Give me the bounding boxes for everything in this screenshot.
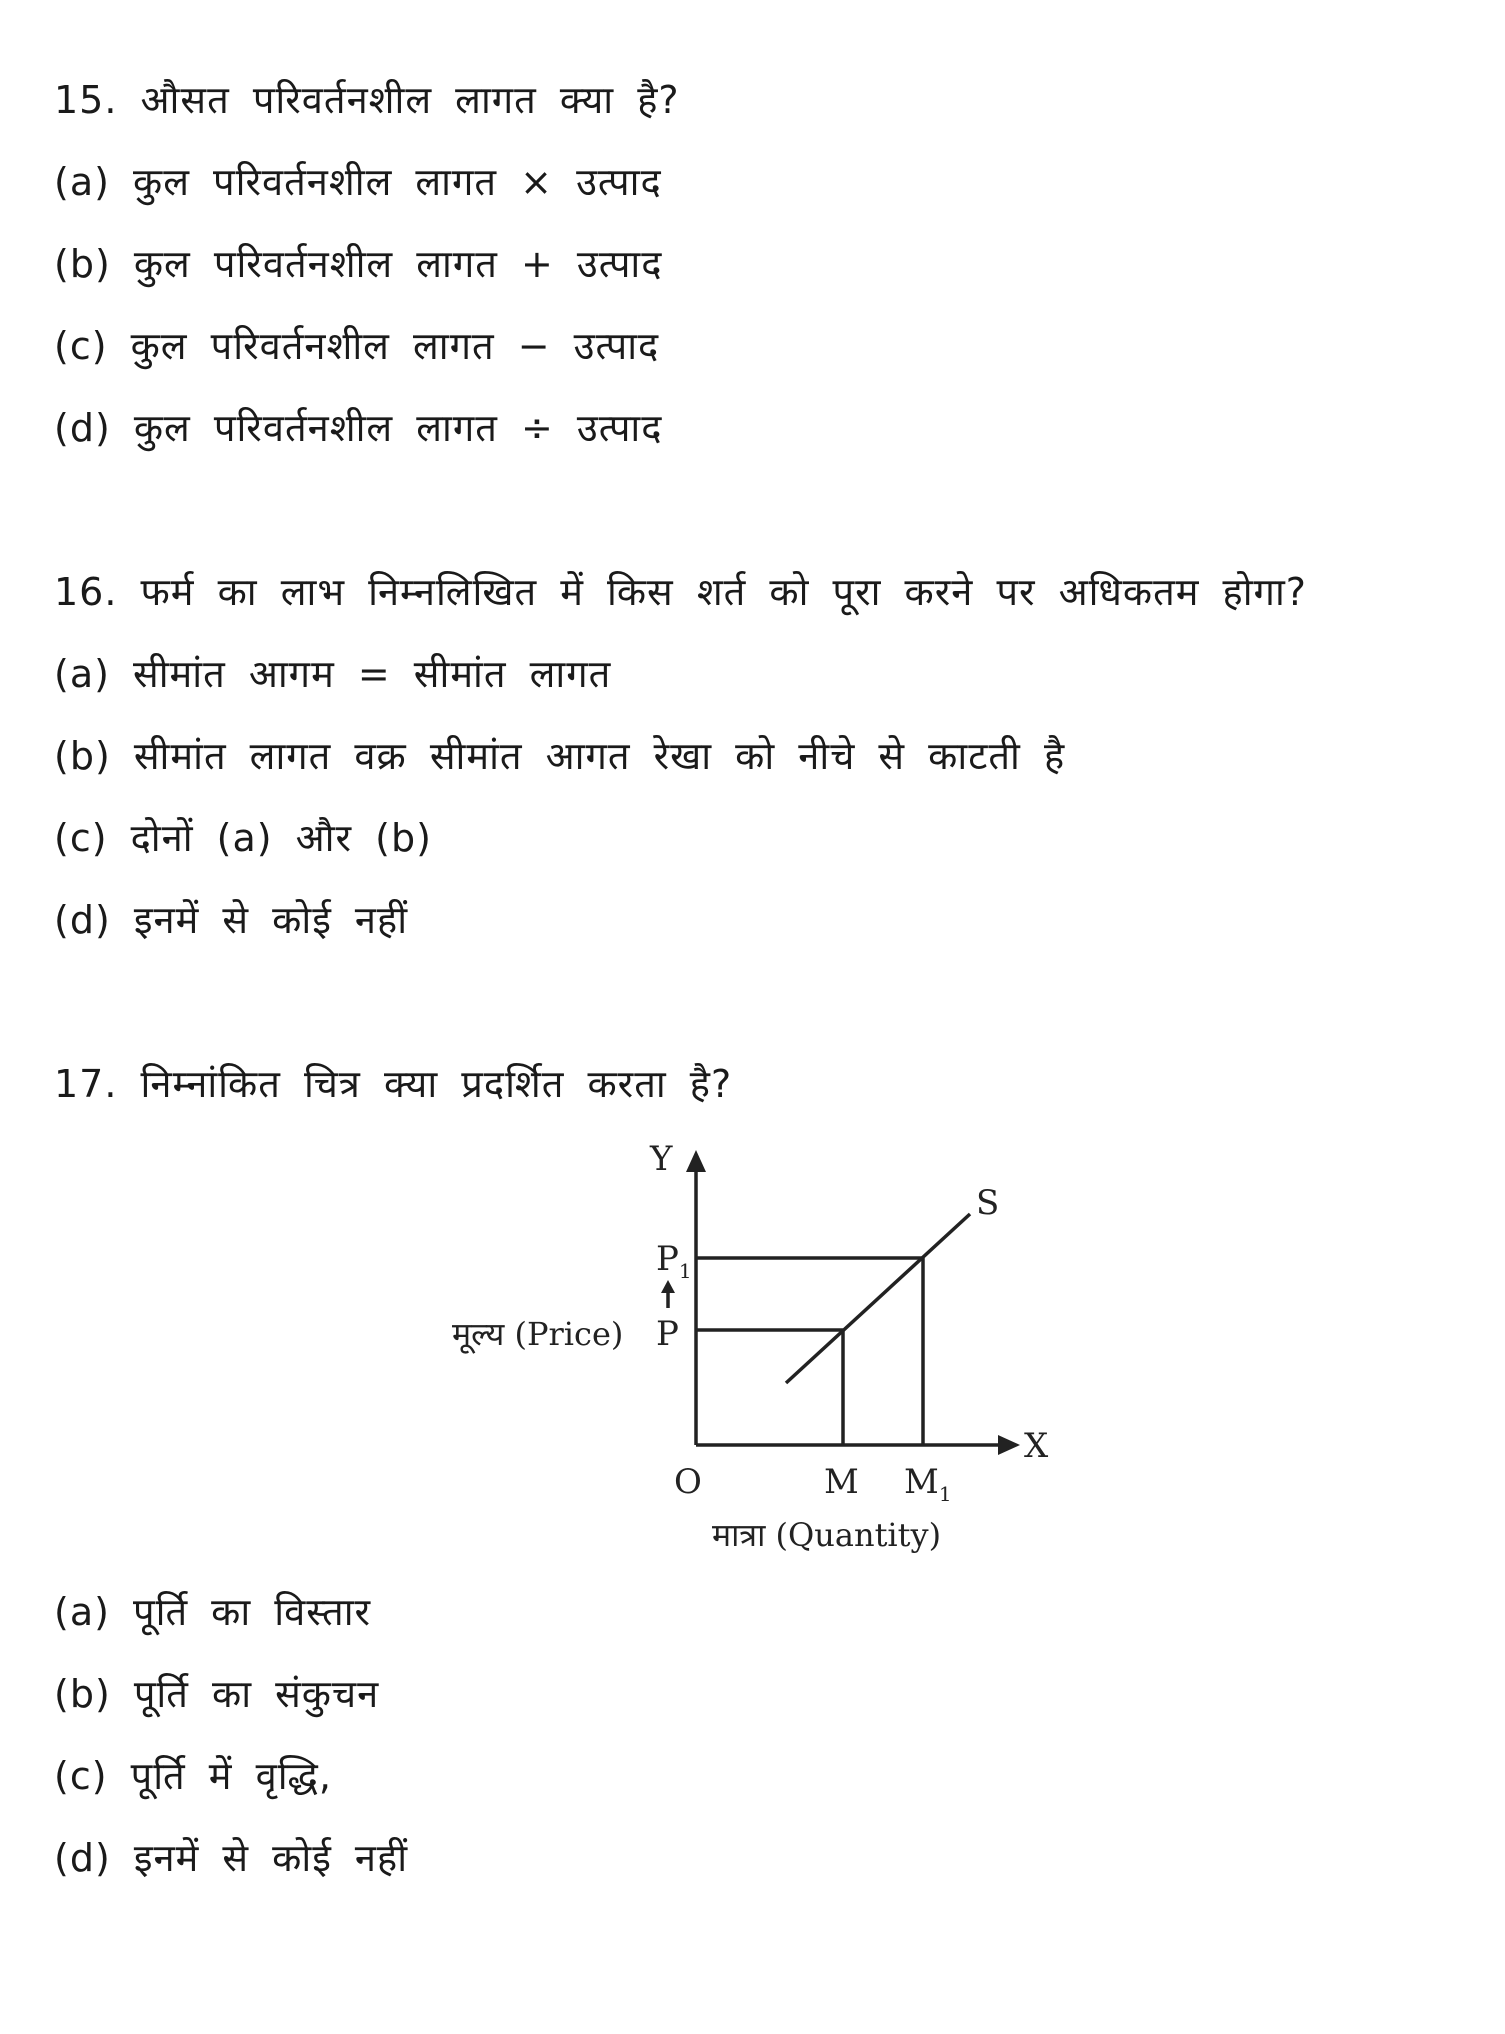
- origin-label: O: [674, 1462, 702, 1502]
- q15-option-c: (c) कुल परिवर्तनशील लागत − उत्पाद: [54, 324, 660, 368]
- q17-option-c: (c) पूर्ति में वृद्धि,: [54, 1754, 333, 1798]
- price-rise-arrowhead: [661, 1280, 675, 1293]
- p1-label: $P_1$: [656, 1239, 692, 1283]
- q16-question: 16. फर्म का लाभ निम्नलिखित में किस शर्त को पूरा करने पर अधिकतम होगा?: [54, 570, 1307, 614]
- q16-option-a: (a) सीमांत आगम = सीमांत लागत: [54, 652, 612, 696]
- q17-option-d: (d) इनमें से कोई नहीं: [54, 1836, 409, 1880]
- x-axis-arrowhead: [998, 1435, 1020, 1455]
- q16-option-d: (d) इनमें से कोई नहीं: [54, 898, 409, 942]
- supply-diagram: [430, 1130, 1080, 1560]
- q17-question: 17. निम्नांकित चित्र क्या प्रदर्शित करता है?: [54, 1062, 733, 1106]
- q15-option-b: (b) कुल परिवर्तनशील लागत + उत्पाद: [54, 242, 663, 286]
- y-axis-arrowhead: [686, 1150, 706, 1172]
- m1-label: $M_1$: [904, 1462, 952, 1506]
- q16-option-b: (b) सीमांत लागत वक्र सीमांत आगत रेखा को नीचे से काटती है: [54, 734, 1066, 778]
- p-label: P: [656, 1314, 679, 1354]
- q17-option-a: (a) पूर्ति का विस्तार: [54, 1590, 372, 1634]
- x-axis-label: X: [1024, 1426, 1049, 1466]
- q17-option-b: (b) पूर्ति का संकुचन: [54, 1672, 380, 1716]
- q15-option-d: (d) कुल परिवर्तनशील लागत ÷ उत्पाद: [54, 406, 663, 450]
- supply-curve-label: S: [976, 1183, 1000, 1223]
- q15-option-a: (a) कुल परिवर्तनशील लागत × उत्पाद: [54, 160, 662, 204]
- price-axis-title: मूल्य (Price): [452, 1315, 624, 1353]
- q15-question: 15. औसत परिवर्तनशील लागत क्या है?: [54, 78, 680, 122]
- q16-option-c: (c) दोनों (a) और (b): [54, 816, 432, 860]
- quantity-axis-title: मात्रा (Quantity): [712, 1516, 942, 1554]
- m-label: M: [824, 1462, 859, 1502]
- supply-curve: [786, 1214, 970, 1383]
- y-axis-label: Y: [650, 1139, 673, 1179]
